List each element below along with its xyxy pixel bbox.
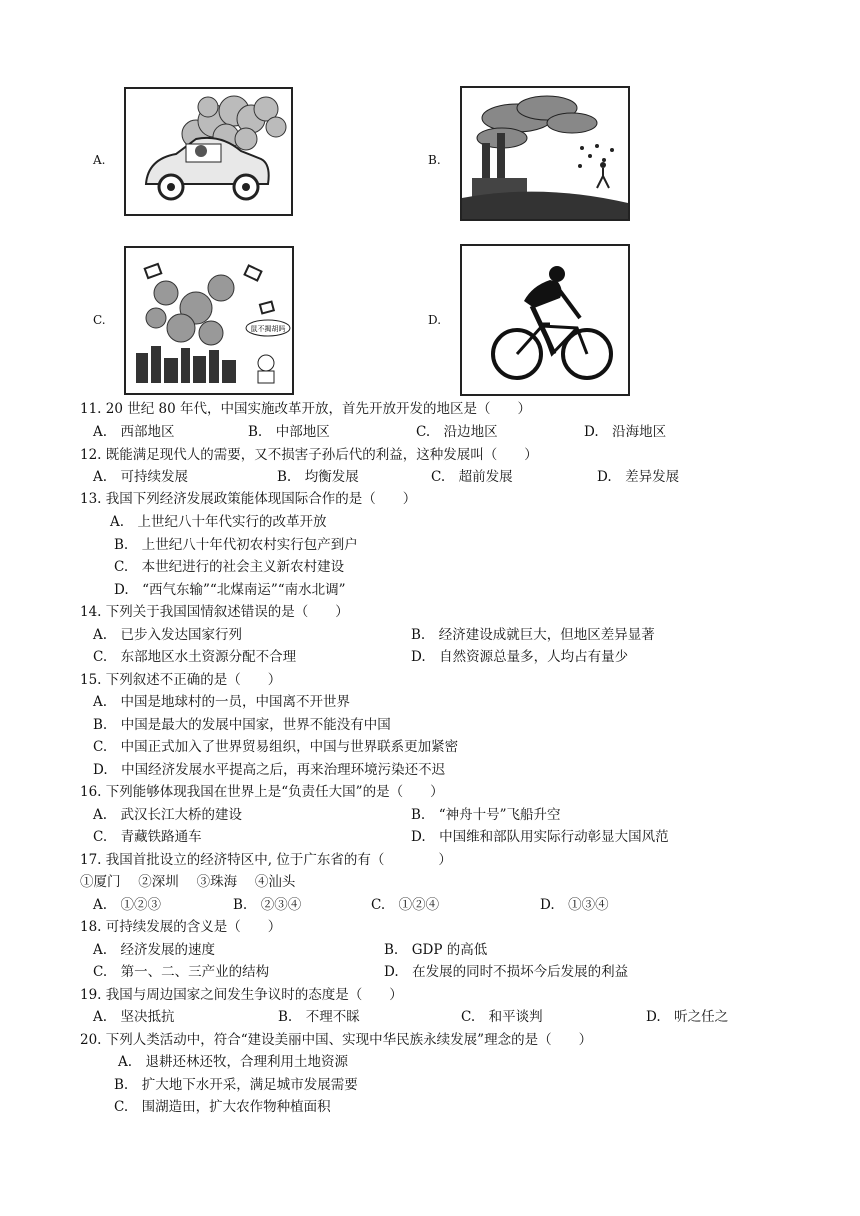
q13-option-c[interactable]: C. 本世纪进行的社会主义新农村建设	[114, 559, 345, 575]
option-c-label: C.	[93, 313, 106, 327]
q15-option-c[interactable]: C. 中国正式加入了世界贸易组织，中国与世界联系更加紧密	[93, 739, 459, 755]
q11-option-c[interactable]: C. 沿边地区	[416, 424, 498, 440]
option-d-label: D.	[428, 313, 442, 327]
q18-option-c[interactable]: C. 第一、二、三产业的结构	[93, 964, 270, 980]
q16-option-d[interactable]: D. 中国维和部队用实际行动彰显大国风范	[411, 829, 669, 845]
q18-option-b[interactable]: B. GDP 的高低	[384, 942, 488, 958]
q17-stem: 17. 我国首批设立的经济特区中, 位于广东省的有（ ）	[80, 852, 452, 868]
q11-option-d[interactable]: D. 沿海地区	[584, 424, 667, 440]
q14-option-c[interactable]: C. 东部地区水土资源分配不合理	[93, 649, 297, 665]
q16-option-a[interactable]: A. 武汉长江大桥的建设	[93, 807, 243, 823]
q13-option-b[interactable]: B. 上世纪八十年代初农村实行包产到户	[114, 537, 358, 553]
q18-option-a[interactable]: A. 经济发展的速度	[93, 942, 216, 958]
option-d-image-cyclist	[460, 244, 630, 396]
q14-option-d[interactable]: D. 自然资源总量多，人均占有量少	[411, 649, 629, 665]
q14-option-a[interactable]: A. 已步入发达国家行列	[93, 627, 243, 643]
q17-option-d[interactable]: D. ①③④	[540, 897, 609, 913]
q12-option-b[interactable]: B. 均衡发展	[277, 469, 359, 485]
q18-option-d[interactable]: D. 在发展的同时不损坏今后发展的利益	[384, 964, 629, 980]
q20-option-c[interactable]: C. 围湖造田，扩大农作物种植面积	[114, 1099, 331, 1115]
q19-option-a[interactable]: A. 坚决抵抗	[93, 1009, 175, 1025]
q17-option-b[interactable]: B. ②③④	[233, 897, 302, 913]
q19-stem: 19. 我国与周边国家之间发生争议时的态度是（ ）	[80, 987, 403, 1003]
q19-option-c[interactable]: C. 和平谈判	[461, 1009, 543, 1025]
q15-option-a[interactable]: A. 中国是地球村的一员，中国离不开世界	[93, 694, 351, 710]
q13-stem: 13. 我国下列经济发展政策能体现国际合作的是（ ）	[80, 491, 417, 507]
option-a-label: A.	[93, 153, 106, 167]
q17-option-a[interactable]: A. ①②③	[93, 897, 162, 913]
q11-option-b[interactable]: B. 中部地区	[248, 424, 330, 440]
q20-stem: 20. 下列人类活动中，符合“建设美丽中国、实现中华民族永续发展”理念的是（ ）	[80, 1032, 593, 1048]
q12-stem: 12. 既能满足现代人的需要，又不损害子孙后代的利益，这种发展叫（ ）	[80, 447, 538, 463]
q14-stem: 14. 下列关于我国国情叙述错误的是（ ）	[80, 604, 349, 620]
q17-option-c[interactable]: C. ①②④	[371, 897, 440, 913]
option-a-image-polluting-car	[124, 87, 293, 216]
option-b-image-factory-smoke	[460, 86, 630, 221]
q16-stem: 16. 下列能够体现我国在世界上是“负责任大国”的是（ ）	[80, 784, 444, 800]
q15-option-d[interactable]: D. 中国经济发展水平提高之后，再来治理环境污染还不迟	[93, 762, 446, 778]
option-c-image-city-pollution	[124, 246, 294, 395]
q16-option-c[interactable]: C. 青藏铁路通车	[93, 829, 202, 845]
q15-stem: 15. 下列叙述不正确的是（ ）	[80, 672, 282, 688]
q17-items: ①厦门 ②深圳 ③珠海 ④汕头	[80, 874, 296, 890]
q16-option-b[interactable]: B. “神舟十号”飞船升空	[411, 807, 561, 823]
q20-option-a[interactable]: A. 退耕还林还牧，合理利用土地资源	[118, 1054, 349, 1070]
q18-stem: 18. 可持续发展的含义是（ ）	[80, 919, 282, 935]
q12-option-d[interactable]: D. 差异发展	[597, 469, 680, 485]
q11-stem: 11. 20 世纪 80 年代，中国实施改革开放，首先开放开发的地区是（ ）	[80, 401, 531, 417]
q12-option-c[interactable]: C. 超前发展	[431, 469, 513, 485]
q20-option-b[interactable]: B. 扩大地下水开采，满足城市发展需要	[114, 1077, 358, 1093]
q19-option-b[interactable]: B. 不理不睬	[278, 1009, 360, 1025]
option-b-label: B.	[428, 153, 441, 167]
q13-option-a[interactable]: A. 上世纪八十年代实行的改革开放	[110, 514, 327, 530]
q11-option-a[interactable]: A. 西部地区	[93, 424, 175, 440]
q13-option-d[interactable]: D. “西气东输”“北煤南运”“南水北调”	[114, 582, 346, 598]
q19-option-d[interactable]: D. 听之任之	[646, 1009, 729, 1025]
q14-option-b[interactable]: B. 经济建设成就巨大，但地区差异显著	[411, 627, 655, 643]
q15-option-b[interactable]: B. 中国是最大的发展中国家，世界不能没有中国	[93, 717, 391, 733]
q12-option-a[interactable]: A. 可持续发展	[93, 469, 189, 485]
option-c-bubble-text: 鼠不揭胡吗	[250, 325, 286, 333]
